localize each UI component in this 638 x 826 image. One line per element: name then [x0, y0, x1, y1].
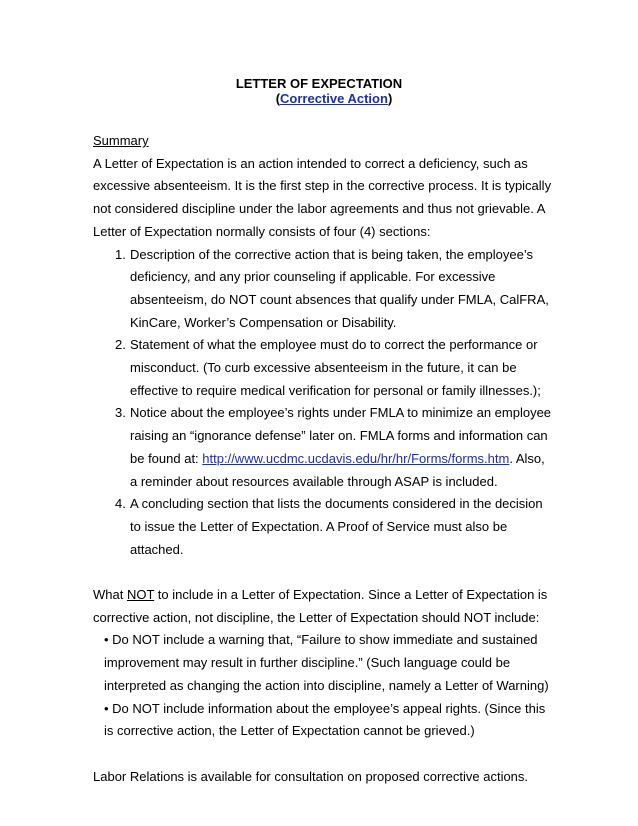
- document-subtitle: [0, 91, 638, 107]
- list-item: [93, 493, 553, 561]
- list-item-number: 3.: [115, 405, 126, 421]
- footer-note: Labor Relations is available for consultation on proposed corrective actions.: [93, 768, 529, 784]
- list-item: • Do NOT include information about the employee’s appeal rights. (Since this is corrective action, the Letter of Expectation cannot be grieved.): [104, 700, 546, 739]
- list-item-text: Description of the corrective action that is being taken, the employee’s deficiency, and any prior counseling if applicable. For excessive absenteeism, do NOT count absences that qualify under FMLA, CalFRA, KinCare, Worker’s Compensation or Disability.: [130, 246, 549, 330]
- list-item-text: A concluding section that lists the documents considered in the decision to issue the Letter of Expectation. A Proof of Service must also be attached.: [130, 496, 543, 557]
- spacer: [93, 743, 553, 766]
- what-not-paragraph: [93, 584, 553, 629]
- list-item-text: Notice about the employee’s rights under FMLA to minimize an employee raising an “ignorance defense” later on. FMLA forms and information can be found at:: [130, 405, 552, 466]
- summary-heading: Summary: [93, 133, 149, 148]
- summary-text: A Letter of Expectation is an action intended to correct a deficiency, such as excessive absenteeism. It is the first step in the corrective process. It is typically not considered discipline under the labor agreements and thus not grievable. A Letter of Expectation normally consists of four (4) sections:: [93, 155, 552, 239]
- document-title: LETTER OF EXPECTATION: [235, 76, 403, 91]
- list-item: [93, 334, 553, 402]
- subtitle-close-paren: ): [387, 91, 393, 106]
- list-item: [93, 244, 553, 335]
- corrective-action-link[interactable]: Corrective Action: [280, 91, 388, 106]
- what-not-lead: What: [93, 587, 127, 603]
- sections-list: [93, 244, 553, 562]
- list-item-number: 4.: [115, 496, 126, 512]
- spacer: [93, 561, 553, 584]
- forms-url-link[interactable]: http://www.ucdmc.ucdavis.edu/hr/hr/Forms/forms.htm: [202, 450, 510, 466]
- list-item: [93, 402, 553, 493]
- list-item: • Do NOT include a warning that, “Failure to show immediate and sustained improvement may result in further discipline.” (Such language could be interpreted as changing the action into discipline, namely a Letter of Warning): [104, 632, 549, 693]
- exclusions-list: [93, 629, 553, 743]
- what-not-rest: to include in a Letter of Expectation. Since a Letter of Expectation is corrective action, not discipline, the Letter of Expectation should NOT include:: [93, 587, 548, 625]
- not-emphasis: NOT: [126, 587, 155, 603]
- list-item-number: 1.: [115, 246, 126, 262]
- list-item-text-after: . Also, a reminder about resources available through ASAP is included.: [130, 450, 545, 489]
- document-body: [93, 130, 553, 788]
- list-item-number: 2.: [115, 337, 126, 353]
- subtitle-open-paren: (: [275, 91, 281, 106]
- list-item-text: Statement of what the employee must do to correct the performance or misconduct. (To curb excessive absenteeism in the future, it can be effective to require medical verification for personal or family illnesses.);: [130, 337, 541, 398]
